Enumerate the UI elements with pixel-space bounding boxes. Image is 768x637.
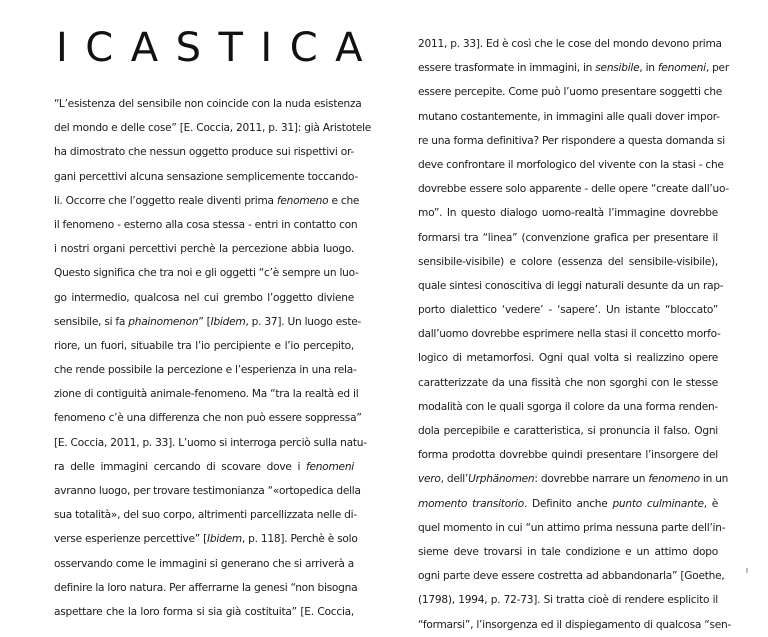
- text-line: logico di metamorfosi. Ogni qual volta si realizzino opere: [418, 352, 718, 365]
- text-line: ha dimostrato che nessun oggetto produce sui rispettivi or-: [54, 146, 354, 159]
- text-line: “L’esistenza del sensibile non coincide con la nuda esistenza: [54, 98, 362, 110]
- page-title: ICASTICA: [56, 25, 381, 71]
- text-line: essere trasformate in immagini, in sensibile, in fenomeni, per: [418, 62, 729, 75]
- text-line: dall’uomo dovrebbe esprimere nella stasi il concetto morfo-: [418, 328, 721, 341]
- text-line: “formarsi”, l’insorgenza ed il dispiegamento di qualcosa “sen-: [418, 618, 732, 631]
- text-line: gani percettivi alcuna sensazione semplicemente toccando-: [54, 170, 359, 183]
- text-line: vero, dell’Urphänomen: dovrebbe narrare un fenomeno in un: [418, 473, 729, 486]
- text-line: del mondo e delle cose” [E. Coccia, 2011, p. 31]: già Aristotele: [54, 122, 372, 135]
- text-line: re una forma definitiva? Per rispondere a questa domanda si: [418, 134, 725, 147]
- text-line: li. Occorre che l’oggetto reale diventi prima fenomeno e che: [54, 194, 360, 207]
- text-line: sensibile, si fa phainomenon” [Ibidem, p. 37]. Un luogo este-: [54, 315, 362, 328]
- text-line: deve confrontare il morfologico del vivente con la stasi - che: [418, 158, 724, 171]
- text-line: zione di contiguità animale-fenomeno. Ma “tra la realtà ed il: [54, 388, 359, 401]
- text-line: osservando come le immagini si generano che si arriverà a: [54, 557, 354, 570]
- text-line: forma prodotta dovrebbe quindi presentare l’insorgere del: [418, 449, 718, 462]
- page-number: I: [746, 567, 749, 575]
- text-line: fenomeno c’è una differenza che non può essere soppressa”: [54, 412, 362, 425]
- text-line: quel momento in cui “un attimo prima nessuna parte dell’in-: [418, 521, 726, 534]
- text-line: formarsi tra “linea” (convenzione grafica per presentare il: [418, 231, 718, 244]
- text-line: i nostri organi percettivi perchè la percezione abbia luogo.: [54, 243, 354, 256]
- text-line: che rende possibile la percezione e l’esperienza in una rela-: [54, 364, 357, 377]
- text-line: caratterizzate da una fissità che non sgorghi con le stesse: [418, 376, 718, 389]
- text-line: sua totalità», del suo corpo, altrimenti parcellizzata nelle di-: [54, 509, 357, 522]
- text-line: Questo significa che tra noi e gli oggetti “c’è sempre un luo-: [54, 267, 359, 280]
- text-line: mutano costantemente, in immagini alle quali dover impor-: [418, 110, 720, 123]
- text-line: go intermedio, qualcosa nel cui grembo l’oggetto diviene: [54, 291, 354, 304]
- text-line: riore, un fuori, situabile tra l’io percipiente e l’io percepito,: [54, 339, 354, 352]
- text-line: dola percepibile e caratteristica, si pronuncia il falso. Ogni: [418, 425, 718, 437]
- text-line: ogni parte deve essere costretta ad abbandonarla” [Goethe,: [418, 570, 725, 583]
- text-line: sensibile-visibile) e colore (essenza del sensibile-visibile),: [418, 255, 718, 268]
- text-line: sieme deve trovarsi in tale condizione e un attimo dopo: [418, 545, 718, 558]
- text-line: mo”. In questo dialogo uomo-realtà l’immagine dovrebbe: [418, 207, 718, 220]
- text-line: quale sintesi conoscitiva di leggi naturali desunte da un rap-: [418, 279, 724, 292]
- text-line: 2011, p. 33]. Ed è così che le cose del mondo devono prima: [418, 38, 722, 50]
- text-line: il fenomeno - esterno alla cosa stessa - entri in contatto con: [54, 218, 358, 231]
- text-line: modalità con le quali sgorga il colore da una forma renden-: [418, 400, 718, 413]
- text-line: ra delle immagini cercando di scovare dove i fenomeni: [54, 460, 354, 473]
- right-text-column: [418, 32, 732, 637]
- text-line: [E. Coccia, 2011, p. 33]. L’uomo si interroga perciò sulla natu-: [54, 436, 367, 449]
- text-line: porto dialettico ‘vedere’ - ‘sapere’. Un istante “bloccato”: [418, 304, 718, 317]
- left-text-column: [54, 92, 372, 624]
- text-line: (1798), 1994, p. 72-73]. Si tratta cioè di rendere esplicito il: [418, 594, 718, 607]
- text-line: momento transitorio. Definito anche punto culminante, è: [418, 497, 718, 510]
- text-line: verse esperienze percettive” [Ibidem, p. 118]. Perchè è solo: [54, 533, 358, 546]
- text-line: definire la loro natura. Per afferrarne la genesi “non bisogna: [54, 581, 358, 594]
- text-line: dovrebbe essere solo apparente - delle opere “create dall’uo-: [418, 183, 730, 196]
- text-line: avranno luogo, per trovare testimonianza “«ortopedica della: [54, 485, 361, 497]
- text-line: aspettare che la loro forma si sia già costituita” [E. Coccia,: [54, 605, 354, 618]
- text-line: essere percepite. Come può l’uomo presentare soggetti che: [418, 86, 723, 99]
